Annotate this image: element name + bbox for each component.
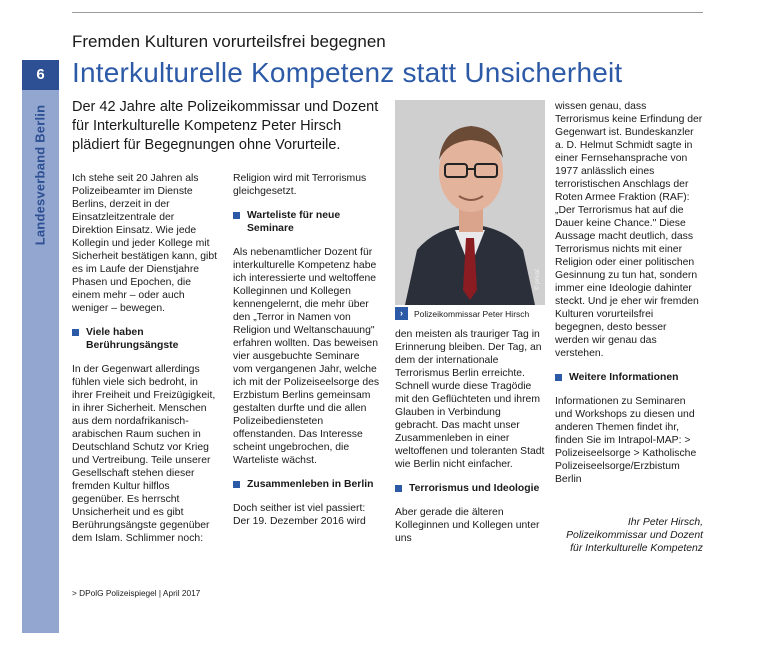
paragraph: Aber gerade die älteren Kolleginnen und Kollegen unter uns — [395, 507, 540, 544]
subheading — [72, 326, 218, 352]
bullet-square-icon — [72, 329, 79, 336]
subheading — [555, 371, 703, 384]
subheading — [395, 482, 545, 495]
signature-line: Polizeikommissar und Dozent — [566, 530, 703, 541]
section-label: Landesverband Berlin — [32, 104, 48, 246]
author-signature — [555, 516, 703, 555]
column-4 — [555, 100, 703, 497]
paragraph: wissen genau, dass Terrorismus keine Erfindung der Gegenwart ist. Bundeskanzler a. D. Helmut Schmidt sagte in einer Fernsehansprache von 1977 anlässlich eines terroristischen Anschlags der Roten Armee Fraktion (RAF): „Der Terrorismus hat auf die Dauer keine Chance." Diese Aussage macht deutlich, dass Terrorismus nichts mit einer Religion oder einer politischen Gesinnung zu tun hat, sondern immer eine Ideologie dahinter steckt. Und je eher wir fremden Kulturen vorurteilsfrei begegnen, desto besser werden wir genau das verstehen. — [555, 101, 703, 359]
subheading-text: Zusammenleben in Berlin — [247, 479, 374, 490]
bullet-square-icon — [555, 374, 562, 381]
subheading — [233, 478, 380, 491]
bullet-square-icon — [233, 481, 240, 488]
portrait-illustration — [395, 100, 545, 305]
bullet-square-icon — [233, 212, 240, 219]
paragraph: den meisten als trauriger Tag in Erinnerung bleiben. Der Tag, an dem der internationale Terrorismus Berlin erreichte. Schnell wurde diese Tragödie mit den Geflüchteten und ihrem Glauben in Verbindung gebracht. Das macht unser Zusammenleben in einer weltoffenen und toleranten Stadt wie Berlin nicht einfacher. — [395, 329, 545, 470]
bullet-square-icon — [395, 485, 402, 492]
page-number: 6 — [22, 60, 59, 90]
paragraph: Doch seither ist viel passiert: Der 19. Dezember 2016 wird — [233, 503, 366, 527]
subheading-text: Warteliste für neue Seminare — [247, 210, 341, 234]
paragraph: Ich stehe seit 20 Jahren als Polizeibeamter im Dienste Berlins, derzeit in der Einsatzleitzentrale der Direktion Einsatz. Wie jede Kollegin und jeder Kollege mit Sicherheit bestätigen kann, gibt es im Laufe der Dienstjahre Phasen und Epochen, die einem mehr – oder auch weniger – bewegen. — [72, 173, 217, 314]
subheading-text: Viele haben Berührungsängste — [86, 327, 179, 351]
column-3 — [395, 328, 545, 556]
paragraph: Informationen zu Seminaren und Workshops zu diesen und anderen Themen findet ihr, finden Sie im Intrapol-MAP: > Polizeiseelsorge > Katholische Polizeiseelsorge/Erzbistum Berlin — [555, 396, 697, 485]
paragraph: Als nebenamtlicher Dozent für interkulturelle Kompetenz habe ich interessierte und weltoffene Kolleginnen und Kollegen kennengelernt, die mehr über den „Terror in Namen von Religion und Weltanschauung" erfahren wollten. Das beweisen vier ausgebuchte Seminare vom vergangenen Jahr, welche ich mit der Polizeiseelsorge des Erzbistum Berlins gemeinsam gestalten durfte und die allen Polizeibediensteten offenstanden. Das Interesse scheint ungebrochen, die Warteliste wächst. — [233, 247, 380, 466]
page-footer: > DPolG Polizeispiegel | April 2017 — [72, 588, 201, 598]
article-lead: Der 42 Jahre alte Polizeikommissar und Dozent für Interkulturelle Kompetenz Peter Hirsch plädiert für Begegnungen ohne Vorurteile. — [72, 99, 379, 153]
caption-arrow-icon: › — [395, 307, 408, 320]
column-1 — [72, 172, 218, 556]
article-kicker: Fremden Kulturen vorurteilsfrei begegnen — [72, 32, 386, 51]
subheading-text: Terrorismus und Ideologie — [409, 483, 540, 494]
portrait-photo — [395, 100, 545, 305]
caption-text: Polizeikommissar Peter Hirsch — [414, 308, 530, 319]
article-title: Interkulturelle Kompetenz statt Unsicherheit — [72, 57, 623, 88]
signature-line: für Interkulturelle Kompetenz — [570, 543, 703, 554]
signature-line: Ihr Peter Hirsch, — [627, 517, 703, 528]
paragraph: Religion wird mit Terrorismus gleichgesetzt. — [233, 173, 367, 197]
subheading — [233, 209, 380, 235]
paragraph: In der Gegenwart allerdings fühlen viele sich bedroht, in ihrer Freiheit und Freizügigkeit, in ihrer Sicherheit. Menschen aus dem nordafrikanisch-arabischen Raum suchen in Deutschland Schutz vor Krieg und Vertreibung. Teile unserer Gesellschaft stehen dieser fremden Kultur hilflos gegenüber. Es herrscht Unsicherheit und es gibt Berührungsängste gegenüber dem Islam. Schlimmer noch: — [72, 364, 216, 544]
column-2 — [233, 172, 380, 539]
photo-credit: © privat — [535, 269, 541, 290]
photo-caption — [395, 307, 545, 320]
top-rule — [72, 12, 703, 13]
subheading-text: Weitere Informationen — [569, 372, 679, 383]
